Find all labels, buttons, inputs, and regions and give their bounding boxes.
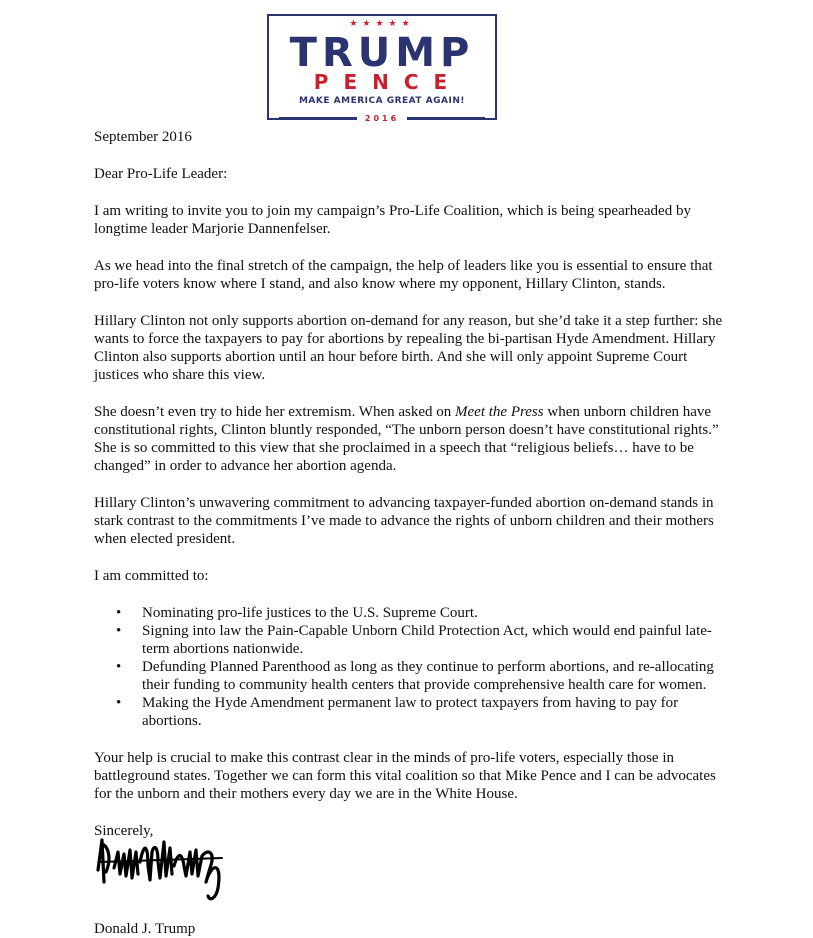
paragraph-invitation: I am writing to invite you to join my campaign’s Pro-Life Coalition, which is being spearheaded by longtime leader Marjorie Dannenfelser. (94, 203, 691, 237)
paragraph-call-to-action: Your help is crucial to make this contrast clear in the minds of pro-life voters, especially those in battleground states. Together we can form this vital coalition so that Mike Pence and I can be advocates for the unborn and their mothers every day we are in the White House. (94, 750, 716, 802)
handwritten-signature (92, 822, 232, 904)
letter-salutation: Dear Pro-Life Leader: (94, 166, 228, 182)
logo-year: 2016 (357, 114, 407, 123)
commitments-list (94, 604, 724, 730)
campaign-logo (267, 14, 497, 123)
logo-rule-right (407, 117, 485, 119)
list-item: • Defunding Planned Parenthood as long as they continue to perform abortions, and re-allocating their funding to community health centers that provide comprehensive health care for women. (142, 658, 724, 694)
logo-rule-left (279, 117, 357, 119)
list-item: • Making the Hyde Amendment permanent law to protect taxpayers from having to pay for abortions. (142, 694, 724, 730)
paragraph-clinton-position: Hillary Clinton not only supports abortion on-demand for any reason, but she’d take it a step further: she wants to force the taxpayers to pay for abortions by repealing the bi-partisan Hyde Amendment. Hillary Clinton also supports abortion until an hour before birth. And she will only appoint Supreme Court justices who share this view. (94, 313, 723, 383)
list-item: • Nominating pro-life justices to the U.S. Supreme Court. (142, 604, 724, 622)
paragraph-contrast: Hillary Clinton’s unwavering commitment to advancing taxpayer-funded abortion on-demand stands in stark contrast to the commitments I’ve made to advance the rights of unborn children and their mothers when elected president. (94, 495, 714, 547)
logo-pence-text: PENCE (313, 70, 463, 94)
letter-closing: Sincerely, (94, 823, 154, 839)
logo-trump-text: TRUMP (289, 30, 475, 76)
paragraph-extremism-start: She doesn’t even try to hide her extremism. When asked on (94, 404, 456, 420)
logo-slogan: MAKE AMERICA GREAT AGAIN! (298, 96, 466, 106)
paragraph-extremism-end: when unborn children have constitutional rights, Clinton bluntly responded, “The unborn person doesn’t have constitutional rights.” She is so committed to this view that she proclaimed in a speech that “religious beliefs… have to be changed” in order to advance her abortion agenda. (94, 404, 719, 474)
logo-year-row (279, 111, 485, 125)
paragraph-final-stretch: As we head into the final stretch of the campaign, the help of leaders like you is essential to ensure that pro-life voters know where I stand, and also know where my opponent, Hillary Clinton, stands. (94, 258, 713, 292)
commitments-intro: I am committed to: (94, 568, 209, 584)
list-item: • Signing into law the Pain-Capable Unborn Child Protection Act, which would end painful late-term abortions nationwide. (142, 622, 724, 658)
paragraph-extremism (94, 403, 724, 475)
letter-date: September 2016 (94, 129, 192, 145)
logo-stars: ★★★★★ (349, 19, 415, 29)
meet-the-press-title: Meet the Press (455, 404, 544, 420)
letter-body (94, 128, 724, 859)
signer-name: Donald J. Trump (94, 921, 196, 937)
